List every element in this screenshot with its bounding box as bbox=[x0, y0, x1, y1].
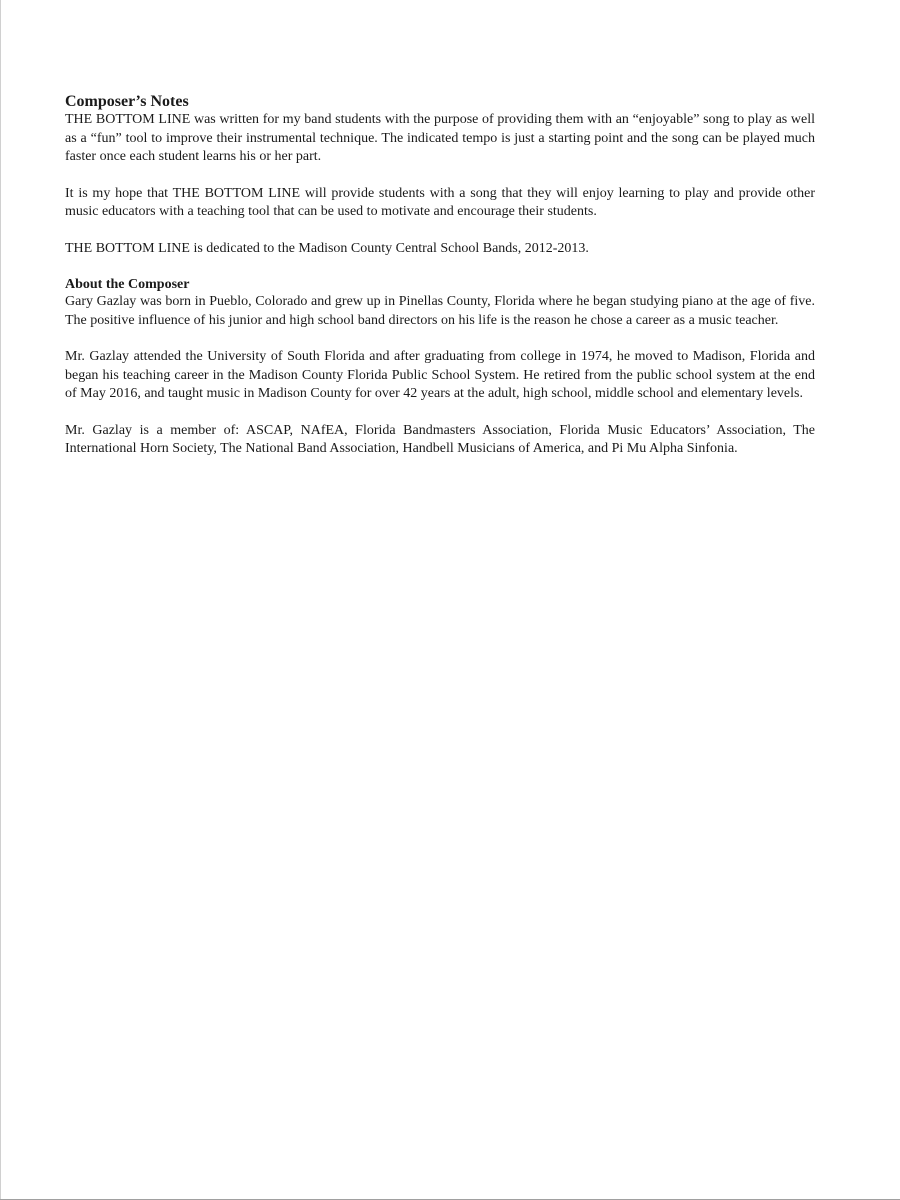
page-left-edge bbox=[0, 0, 1, 1200]
composers-notes-paragraph-2: It is my hope that THE BOTTOM LINE will provide students with a song that they will enjoy learning to play and provide other music educators with a teaching tool that can be used to motivate and encourage their students. bbox=[65, 185, 815, 219]
composers-notes-paragraph-3: THE BOTTOM LINE is dedicated to the Madison County Central School Bands, 2012-2013. bbox=[65, 240, 589, 256]
about-composer-paragraph-3: Mr. Gazlay is a member of: ASCAP, NAfEA, Florida Bandmasters Association, Florida Music Educators’ Association, The International Horn Society, The National Band Association, Handbell Musicians of America, and Pi Mu Alpha Sinfonia. bbox=[65, 422, 815, 456]
about-composer-heading: About the Composer bbox=[65, 277, 190, 292]
document-page bbox=[65, 93, 815, 459]
about-composer-section bbox=[65, 276, 815, 459]
composers-notes-section bbox=[65, 93, 815, 258]
composers-notes-heading: Composer’s Notes bbox=[65, 93, 189, 110]
about-composer-paragraph-1: Gary Gazlay was born in Pueblo, Colorado and grew up in Pinellas County, Florida where he began studying piano at the age of five. The positive influence of his junior and high school band directors on his life is the reason he chose a career as a music teacher. bbox=[65, 294, 815, 328]
about-composer-paragraph-2: Mr. Gazlay attended the University of South Florida and after graduating from college in 1974, he moved to Madison, Florida and began his teaching career in the Madison County Florida Public School System. He retired from the public school system at the end of May 2016, and taught music in Madison County for over 42 years at the adult, high school, middle school and elementary levels. bbox=[65, 349, 815, 401]
composers-notes-paragraph-1: THE BOTTOM LINE was written for my band students with the purpose of providing them with an “enjoyable” song to play as well as a “fun” tool to improve their instrumental technique. The indicated tempo is just a starting point and the song can be played much faster once each student learns his or her part. bbox=[65, 112, 815, 164]
